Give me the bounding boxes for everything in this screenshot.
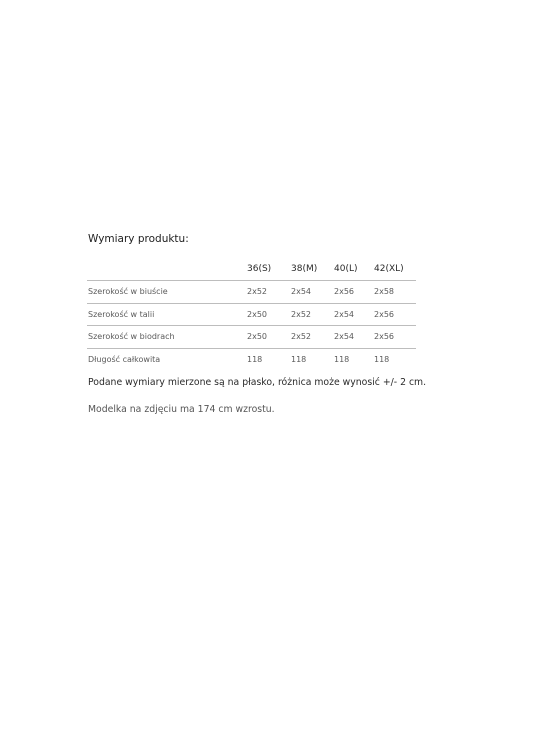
row-label-total-length: Długość całkowita: [88, 354, 161, 364]
table-cell: 118: [291, 354, 307, 364]
table-cell: 2x54: [334, 326, 374, 349]
table-cell: 2x54: [334, 303, 374, 326]
table-cell: 118: [247, 354, 263, 364]
row-label-bust-width: Szerokość w biuście: [87, 281, 247, 304]
table-row: [87, 281, 416, 304]
measurement-note: Podane wymiary mierzone są na płasko, różnica może wynosić +/- 2 cm.: [88, 377, 427, 388]
table-cell: 2x52: [291, 303, 334, 326]
row-label-hip-width: Szerokość w biodrach: [87, 326, 247, 349]
table-cell: 2x52: [247, 281, 291, 304]
table-row: [87, 303, 416, 326]
table-cell: 2x50: [247, 303, 291, 326]
table-cell: 2x54: [291, 281, 334, 304]
header-cell-label: [87, 258, 247, 281]
model-height-note: Modelka na zdjęciu ma 174 cm wzrostu.: [88, 404, 275, 415]
header-cell-size-s: 36(S): [247, 258, 291, 281]
table-cell: 2x56: [334, 281, 374, 304]
header-cell-size-l: 40(L): [334, 258, 374, 281]
table-cell: 118: [334, 354, 350, 364]
table-row: [87, 326, 416, 349]
table-cell: 2x52: [291, 326, 334, 349]
size-table-header-row: [87, 258, 416, 281]
table-cell: 2x56: [374, 326, 416, 349]
table-row: [87, 348, 416, 370]
table-cell: 118: [374, 354, 390, 364]
header-cell-size-xl: 42(XL): [374, 258, 416, 281]
product-dimensions-title: Wymiary produktu:: [88, 233, 189, 245]
table-cell: 2x56: [374, 303, 416, 326]
table-cell: 2x58: [374, 281, 416, 304]
row-label-waist-width: Szerokość w talii: [87, 303, 247, 326]
size-table: [87, 258, 416, 370]
header-cell-size-m: 38(M): [291, 258, 334, 281]
table-cell: 2x50: [247, 326, 291, 349]
